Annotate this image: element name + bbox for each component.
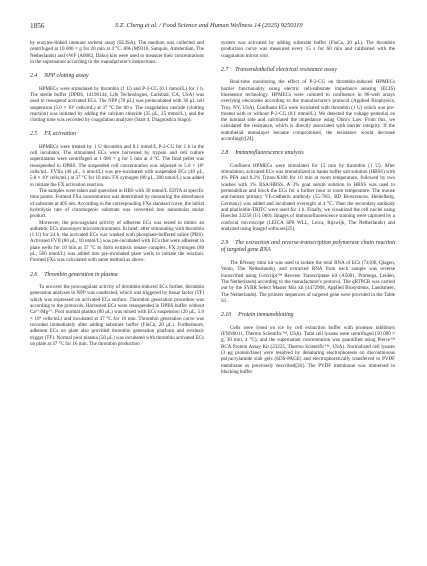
section-number: 2.10 xyxy=(221,312,232,319)
body-paragraph: Moreover, the procoagulant activity of adherent ECs was tested to mimic an authentic ECs monolayer microenvironment. In brief, after stimulating with thrombin (1 U) for 24 h, the activated ECs was washed with phosphate-buffered saline (PBS). Activated FVII (80 μL, 10 nmol/L) was pre-incubated with ECs that were adherent in plate wells for 10 min at 37 °C to form extrinsic tenase complex. FX zymogen (80 μL, 500 nmol/L) was added into pre-incubated plate wells to initiate the reaction. Formed FXa was calculated with same method as above. xyxy=(30,219,204,264)
body-paragraph: Confluent HPMECs were stimulated for 15 min by thrombin (1 U). After stimulation, activated ECs was immobilized in hanks buffer salt solution (HBSS) with 4% PFA and 0.2% Triton-X100 for 10 min at room temperature, followed by two washes with 1% BSA/HBSS. A 3% goat serum solution in HBSS was used to permeabilize and block the ECs for a further hour at room temperature. The mouse anti-human primary VE-cadherin antibody (55-7H1, BD Biosciences, Heidelberg, Germany) was added and incubated overnight at 4 °C. Then the secondary antibody and phalloidin-TRITC were used for 1 h. Finally, we visualized the cell nuclei using Hoechst 33258 (1/1 000). Images of immunofluorescence staining were captured by a confocal microscope (LEICA SP8 WLL, Leica, Rijswijk, The Netherlands) and analyzed using ImageJ software[25]. xyxy=(221,162,396,232)
section-title: Transendothelial electrical resistance assay xyxy=(235,66,337,73)
section-heading xyxy=(30,272,204,278)
body-paragraph: HPMECs were stimulated by thrombin (1 U) and P-2-CG (0.1 mmol/L) for 1 h. The sterile buffer (DPBS, 14190144, Life Technologies, Carlsbad, CA, USA) was used to resuspend activated ECs. The NPP (70 μL) was preincubated with 30 μL cell suspension (5.0 × 10⁶ cells/mL) at 37 °C for 60 s. The coagulation cascade (clotting reaction) was initiated by adding the calcium chloride (25 μL, 25 mmol/L), and the clotting time was recorded by coagulation analyzer (Start 4, Diagnostica Stago). xyxy=(30,85,204,124)
section-title: NPP clotting assay xyxy=(44,73,89,80)
right-column xyxy=(221,40,395,375)
section-heading xyxy=(221,312,395,318)
section-heading xyxy=(221,240,395,254)
body-paragraph: To uncover the procoagulant activity of thrombin-induced ECs further, thrombin generation analyses in NPP was conducted, which was triggered by tissue factor (TF) which was expressed on activated ECs surface. Thrombin generation procedure was according to the protocols. Harvested ECs were resuspended in DPBS buffer without Ca²⁺/Mg²⁺. Pool normal plasma (80 μL) was mixed with ECs suspension (20 μL, 5.0 × 10⁶ cells/mL) and incubated at 37 °C for 10 min. Thrombin generation curve was recorded immediately after adding substrate buffer (FluCa, 20 μL). Furthermore, adherent ECs on plate also provided thrombin generation platform and extrinsic trigger (TF). Normal pool plasma (50 μL) was incubated with thrombin activated ECs on plate at 37 °C for 10 min. The thrombin production xyxy=(30,284,204,347)
body-paragraph: The samples were taken and quenched in HBS with 30 mmol/L EDTA at specific time points. Formed FXa concentration was determined by measuring the absorbance of substrate at 405 nm. According to the corresponding FXa standard curve, the initial hydrolysis rate of chromogenic substrate was converted into nanomolar molar product. xyxy=(30,187,204,220)
section-heading xyxy=(221,67,395,73)
body-paragraph: Real-time monitoring the effect of P-2-CG on thrombin-induced HPMECs barrier functionality using electric cell-substrate impedance sensing (ECIS) bioesensor technology. HPMECs were cultured to confluence in 96-well arrays overlying electrodes according to the manufacturer's protocol (Applied Biophysics, Troy, NY, USA). Confluent ECs were incubated with thrombin (1 U) which was pre-treated with or without P-2-CG (0.1 mmol/L). We detected the voltage potential on the luminal side and calculated the impedance using Ohm's Law. From this, we calculated the resistance, which is directly associated with barrier integrity. If the endothelial monolayer became compromised, the resistance would decrease accordingly[24]. xyxy=(221,79,395,143)
section-heading xyxy=(30,73,204,79)
body-paragraph: HPMECs were treated by 1 U thrombin and 0.1 mmol/L P-2-CG for 1 h in the cell incubator. The stimulated ECs were harvested by trypsin and cell culture supernatants were centrifuged at 1 000 × g for 5 min at 4 °C. The final pellet was resuspended in DPBS. The suspended cell concentration was adjusted to 5.0 × 10⁶ cells/mL. FVIIa (40 μL, 4 nmol/L) was pre-incubated with suspended ECs (40 μL, 5.0 × 10⁶ cells/mL) at 37 °C for 10 min. FX zymogen (80 μL, 200 nmol/L) was added to initiate the FX activation reaction. xyxy=(30,143,204,188)
journal-citation: S.Z. Cheng et al. / Food Science and Human Wellness 14 (2025) 9250119 xyxy=(115,22,303,29)
section-number: 2.6 xyxy=(30,271,38,278)
section-title: Immunofluorescence analysis xyxy=(235,150,304,157)
section-heading xyxy=(221,150,395,156)
section-title: Protein immunoblotting xyxy=(238,312,294,319)
section-number: 2.9 xyxy=(221,240,229,247)
section-number: 2.7 xyxy=(221,66,229,73)
section-title: The extraction and reverse-transcription polymerase chain reaction of targeted gene RNA xyxy=(221,240,395,254)
section-number: 2.8 xyxy=(221,150,229,157)
page-header xyxy=(30,22,397,34)
body-paragraph: system was activated by adding substrate buffer (FluCa, 20 μL). The thrombin production curve was measured every 15 s for 60 min and calibrated with the coagulation mirror tool. xyxy=(221,40,395,59)
page-number: 1856 xyxy=(30,22,45,30)
body-paragraph: by enzyme-linked immune sorbent assay (ELISA). The medium was collected and centrifuged at 10 000 × g for 20 min at 4 °C. tPA (M9316, Sanquin, Amsterdam, The Netherlands) and vWF (A0082, Dako) kits were used to measure their concentrations in the supernatant according to the manufacturer's instructions. xyxy=(30,40,204,65)
section-heading xyxy=(30,131,204,137)
body-paragraph: The RNeasy mini kit was used to isolate the total RNA of ECs (74106, Qiagen, Venlo, The Netherlands), and extracted RNA from each sample was reverse transcribed using GoScript™ Reverse Transcriptase kit (A5001, Promega, Leiden, The Netherlands) according to the manufacturer's protocol. The qRTPCR was carried out by the SYBR Select Master Mix kit (4472908, Applied Biosystems, Landsmeer, The Netherlands). The primers sequences of targeted gene were provided in the Table S1. xyxy=(221,260,395,304)
section-number: 2.5 xyxy=(30,131,38,138)
section-title: FX activation xyxy=(44,131,76,138)
section-title: Thrombin generation in plasma xyxy=(44,271,118,278)
body-paragraph: Cells were lysed on ice by cell extraction buffer with protease inhibitors (FNN0011, Thermo Scientific™, USA). Total cell lysates were centrifuged (10 000 × g, 30 min, 4 °C), and the supernatant concentration was quantified using Pierce™ BCA Protein Assay Kit (23225, Thermo Scientific™, USA). Normalized cell lysates (3 μg protein/lane) were resolved by denaturing electrophoresis on discontinuous polyacrylamide slab gels (SDS-PAGE) and electrophoretically transferred to PVDF membrane as previously described[26]. The PVDF membrane was immersed in blocking buffer xyxy=(221,324,395,375)
section-number: 2.4 xyxy=(30,73,38,80)
left-column xyxy=(30,40,204,347)
